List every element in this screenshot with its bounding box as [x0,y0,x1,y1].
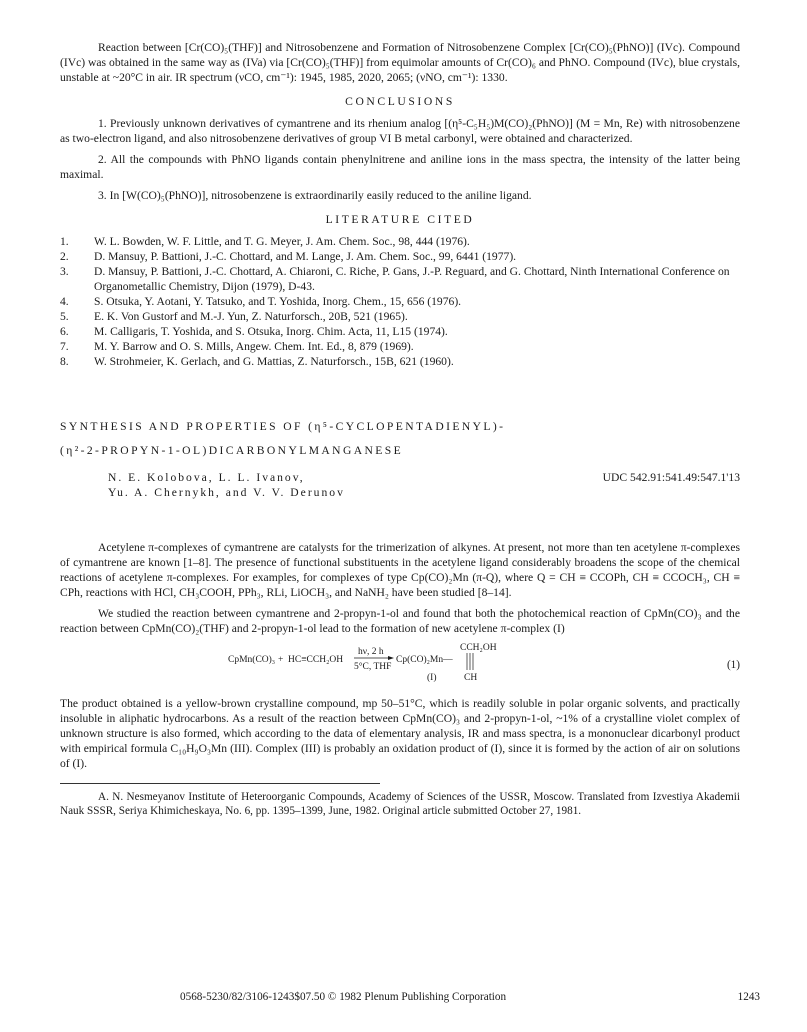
section-gap [60,369,740,419]
reference-list [60,234,740,369]
substituent-bottom: CH [464,673,478,683]
reference-item [60,309,740,324]
reference-number: 3. [60,265,69,278]
reference-text: M. Y. Barrow and O. S. Mills, Angew. Chem. Int. Ed., 8, 879 (1969). [94,340,414,353]
udc-code: UDC 542.91:541.49:547.1'13 [602,471,740,484]
reference-item [60,234,740,249]
reference-text: W. L. Bowden, W. F. Little, and T. G. Meyer, J. Am. Chem. Soc., 98, 444 (1976). [94,235,470,248]
conclusions-heading: CONCLUSIONS [345,95,455,108]
conclusion-item: 3. In [W(CO)₅(PhNO)], nitrosobenzene is extraordinarily easily reduced to the aniline ligand. [98,189,532,202]
literature-heading: LITERATURE CITED [325,213,475,226]
conditions-bottom: 5°C, THF [354,662,392,672]
reference-number: 1. [60,235,69,248]
article-paragraph-2: We studied the reaction between cymantrene and 2-propyn-1-ol and found that both the photochemical reaction of CpMn(CO)₃ and the reaction between CpMn(CO)₂(THF) and 2-propyn-1-ol lead to the formation of new acetylene π-complex (I) [60,607,740,635]
reaction-scheme [228,640,558,686]
reference-text: D. Mansuy, P. Battioni, J.-C. Chottard, A. Chiaroni, C. Riche, P. Gans, J.-P. Reguard, and G. Chottard, Ninth International Conference on Organometallic Chemistry, Dijon (1979), D-43. [94,265,730,293]
reference-number: 7. [60,340,69,353]
reference-item [60,354,740,369]
authors-line-2: Yu. A. Chernykh, and V. V. Derunov [108,486,345,499]
product: Cp(CO)₂Mn— [396,655,454,665]
conclusion-item: 2. All the compounds with PhNO ligands contain phenylnitrene and aniline ions in the mass spectra, the intensity of the latter being maximal. [60,153,740,181]
reaction-equation [60,640,740,690]
affiliation-footnote: A. N. Nesmeyanov Institute of Heteroorganic Compounds, Academy of Sciences of the USSR, Moscow. Translated from Izvestiya Akademii Nauk SSSR, Seriya Khimicheskaya, No. 6, pp. 1395–1399, June, 1982. Original article submitted October 27, 1981. [60,791,740,817]
page-number: 1243 [737,991,760,1003]
reference-item [60,249,740,264]
article-paragraph-1: Acetylene π-complexes of cymantrene are catalysts for the trimerization of alkynes. At present, not more than ten acetylene π-complexes of cymantrene are known [1–8]. The presence of functional substituents in the acetylene ligand considerably broadens the scope of the chemical reactions of acetylene π-complexes. For examples, for complexes of type Cp(CO)₂Mn (π-Q), where Q = CH ≡ CCOPh, CH ≡ CCOCH₃, CH ≡ CPh, reactions with HCl, CH₃COOH, PPh₃, RLi, LiOCH₃, and NaNH₂ have been studied [8–14]. [60,541,740,599]
reference-number: 4. [60,295,69,308]
authors-line-1: N. E. Kolobova, L. L. Ivanov, [108,471,305,484]
conclusion-item: 1. Previously unknown derivatives of cymantrene and its rhenium analog [(η⁵-C₅H₅)M(CO)₂(PhNO)] (M = Mn, Re) with nitrosobenzene as two-electron ligand, and also nitrosobenzene derivatives of group VI B metal carbonyl, were obtained and characterized. [60,117,740,145]
reaction-arrowhead [388,656,394,660]
reference-item [60,339,740,354]
authors-block [60,470,740,500]
reactant-2: HC≡CCH₂OH [288,655,344,665]
article-paragraph-3: The product obtained is a yellow-brown crystalline compound, mp 50–51°C, which is readily soluble in polar organic solvents, and practically insoluble in aliphatic hydrocarbons. As a result of the reaction between CpMn(CO)₃ and 2-propyn-1-ol, ~1% of a crystalline violet complex of unknown structure is also formed, which according to the data of elementary analysis, IR and mass spectra, is a mononuclear dicarbonyl product with empirical formula C₁₀H₉O₃Mn (III). Complex (III) is probably an oxidation product of (I), since it is formed by the action of air on solutions of (I). [60,697,740,770]
reference-item [60,264,740,294]
equation-body [60,640,727,690]
article-title-line-2: (η²-2-PROPYN-1-OL)DICARBONYLMANGANESE [60,444,404,457]
reference-text: W. Strohmeier, K. Gerlach, and G. Mattias, Z. Naturforsch., 15B, 621 (1960). [94,355,454,368]
page-footer [60,990,760,1005]
section-gap [60,500,740,540]
reference-text: M. Calligaris, T. Yoshida, and S. Otsuka, Inorg. Chim. Acta, 11, L15 (1974). [94,325,448,338]
footnote-divider [60,783,380,784]
reference-number: 8. [60,355,69,368]
conditions-top: hν, 2 h [358,647,385,657]
reactant-1: CpMn(CO)₃ [228,655,276,665]
top-section-body: Compound (IVc) was obtained in the same way as (IVa) via [Cr(CO)₅(THF)] from equimolar amounts of Cr(CO)₆ and PhNO. Compound (IVc), blue crystals, unstable at ~20°C in air. IR spectrum (νCO, cm⁻¹): 1945, 1985, 2020, 2065; (νNO, cm⁻¹): 1330. [60,41,740,84]
article-title-line-1: SYNTHESIS AND PROPERTIES OF (η⁵-CYCLOPENTADIENYL)- [60,420,506,433]
product-label: (I) [427,673,437,683]
plus-sign: + [278,655,284,665]
substituent-top: CCH₂OH [460,643,498,653]
top-section-paragraph [60,40,740,85]
reference-item [60,294,740,309]
copyright-line: 0568-5230/82/3106-1243$07.50 © 1982 Plenum Publishing Corporation [180,991,507,1003]
reference-number: 2. [60,250,69,263]
reference-text: S. Otsuka, Y. Aotani, Y. Tatsuko, and T. Yoshida, Inorg. Chem., 15, 656 (1976). [94,295,462,308]
author-names [108,470,345,500]
reference-number: 5. [60,310,69,323]
reference-item [60,324,740,339]
page-content [60,40,740,818]
reference-text: D. Mansuy, P. Battioni, J.-C. Chottard, and M. Lange, J. Am. Chem. Soc., 99, 6441 (1977). [94,250,517,263]
top-section-heading: Reaction between [Cr(CO)₅(THF)] and Nitrosobenzene and Formation of Nitrosobenzene Complex [Cr(CO)₅(PhNO)] (IVc). [98,41,685,54]
equation-number: (1) [726,658,740,671]
reference-text: E. K. Von Gustorf and M.-J. Yun, Z. Naturforsch., 20B, 521 (1965). [94,310,408,323]
reference-number: 6. [60,325,69,338]
